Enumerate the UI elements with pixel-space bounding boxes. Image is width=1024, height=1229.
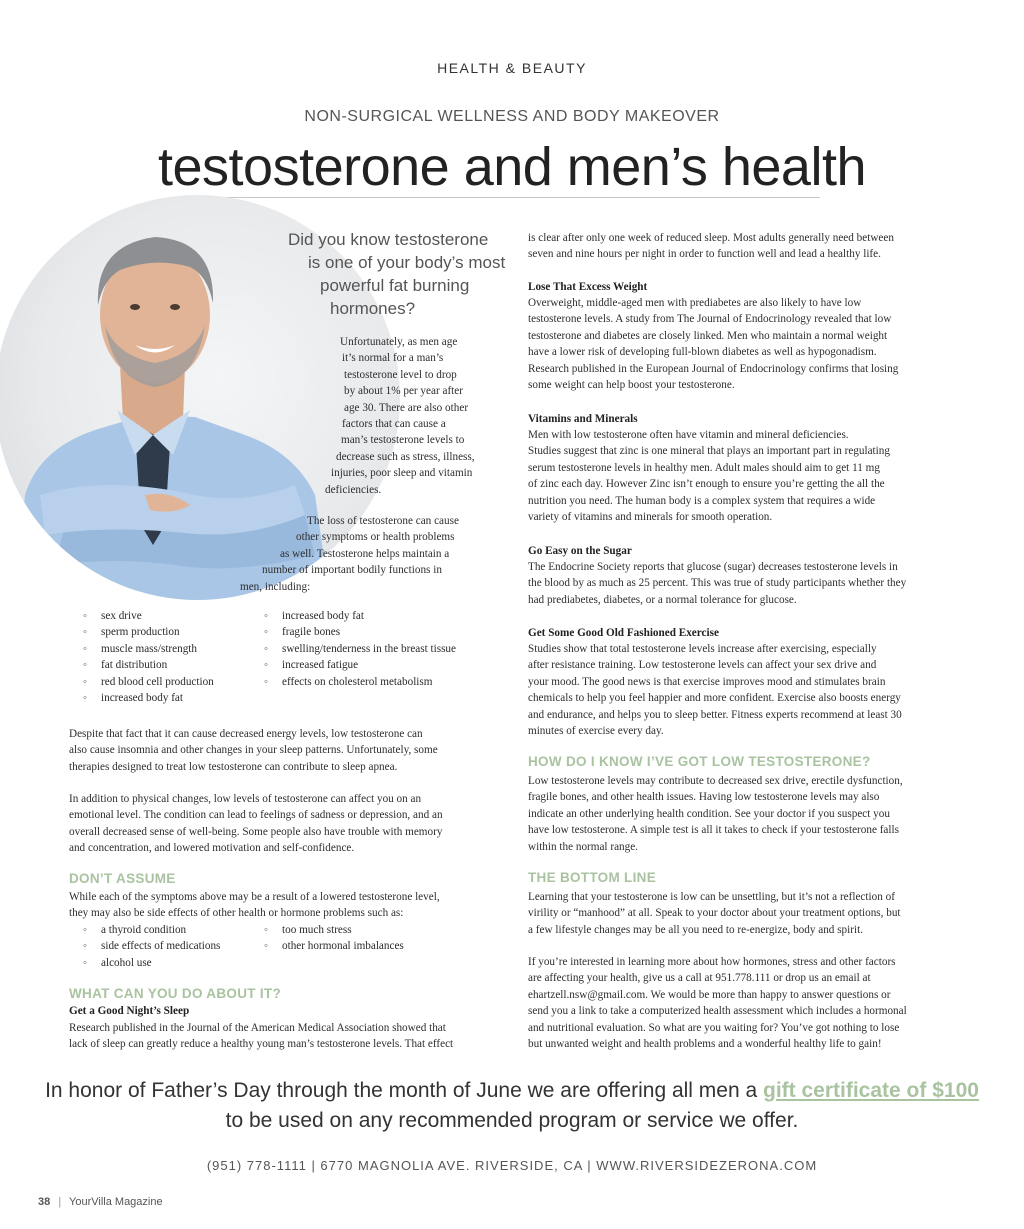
list-item: ◦ muscle mass/strength — [69, 641, 214, 657]
text-line: Overweight, middle-aged men with prediabetes are also likely to have low — [528, 297, 862, 309]
list-item: ◦ side effects of medications — [69, 938, 220, 954]
intro-question — [280, 228, 510, 320]
sugar-subheading: Go Easy on the Sugar — [528, 545, 632, 557]
list-item: ◦ sperm production — [69, 624, 214, 640]
exercise-paragraph — [528, 641, 968, 739]
text-line: Research published in the European Journal of Endocrinology confirms that losing — [528, 362, 899, 375]
text-line: they may also be side effects of other health or hormone problems such as: — [69, 907, 404, 920]
sugar-paragraph — [528, 559, 968, 608]
text-line: and concentration, and lowered motivation and self-confidence. — [69, 842, 355, 855]
text-line: In addition to physical changes, low levels of testosterone can affect you on an — [69, 793, 422, 805]
text-line: and nutritional evaluation. So what are you waiting for? You’ve got nothing to lose — [528, 1021, 900, 1034]
weight-paragraph — [528, 295, 968, 393]
text-line: While each of the symptoms above may be a result of a lowered testosterone level, — [69, 891, 440, 903]
sleep-continued-paragraph — [528, 230, 968, 263]
text-line: seven and nine hours per night in order to function well and lead a healthy life. — [528, 248, 881, 261]
intro-question-line: powerful fat burning — [320, 276, 470, 295]
functions-list-left — [69, 608, 214, 706]
text-line: are affecting your health, give us a call at 951.778.111 or drop us an email at — [528, 972, 871, 985]
text-line: Despite that fact that it can cause decreased energy levels, low testosterone can — [69, 728, 423, 740]
text-line: Low testosterone levels may contribute to decreased sex drive, erectile dysfunction, — [528, 775, 903, 787]
text-line: ehartzell.nsw@gmail.com. We would be more than happy to answer questions or — [528, 988, 891, 1001]
text-line: have low testosterone. A simple test is all it takes to check if your testosterone falls — [528, 824, 899, 837]
how-know-paragraph — [528, 773, 968, 855]
text-line: lack of sleep can greatly reduce a healthy young man’s testosterone levels. That effect — [69, 1038, 454, 1051]
text-line: serum testosterone levels in healthy men. Adult males should aim to get 11 mg — [528, 461, 880, 474]
promo-text: In honor of Father’s Day through the month of June we are offering all men a — [45, 1079, 764, 1102]
text-line: by about 1% per year after — [344, 385, 463, 398]
text-line: Learning that your testosterone is low can be unsettling, but it’s not a reflection of — [528, 891, 895, 903]
text-line: decrease such as stress, illness, — [336, 450, 475, 463]
text-line: deficiencies. — [325, 483, 382, 496]
functions-list-right — [250, 608, 456, 690]
list-item: ◦ increased body fat — [69, 690, 214, 706]
fathers-day-promo — [0, 1076, 1024, 1136]
intro-paragraph-1 — [300, 334, 510, 498]
contact-paragraph — [528, 954, 968, 1052]
text-line: testosterone levels. A study from The Journal of Endocrinology revealed that low — [528, 313, 892, 326]
gift-certificate-link[interactable]: gift certificate of $100 — [763, 1079, 979, 1102]
page-footer — [38, 1196, 163, 1208]
text-line: variety of vitamins and minerals for smooth operation. — [528, 511, 773, 524]
text-line: after resistance training. Low testosterone levels can affect your sex drive and — [528, 659, 877, 672]
text-line: is clear after only one week of reduced sleep. Most adults generally need between — [528, 232, 894, 244]
text-line: nutrition you need. The human body is a complex system that requires a wide — [528, 494, 876, 507]
page-number: 38 — [38, 1196, 51, 1208]
list-item: ◦ other hormonal imbalances — [250, 938, 404, 954]
text-line: the blood by as much as 25 percent. This was true of study participants whether they — [528, 577, 907, 590]
text-line: and endurance, and helps you to sleep better. Fitness experts recommend at least 30 — [528, 708, 902, 721]
text-line: a few lifestyle changes may be all you need to re-energize, body and spirit. — [528, 923, 863, 936]
conditions-list-left — [69, 922, 220, 971]
text-line: Men with low testosterone often have vitamin and mineral deficiencies. — [528, 429, 849, 441]
magazine-name: YourVilla Magazine — [69, 1196, 163, 1208]
sleep-paragraph — [69, 726, 509, 775]
text-line: overall decreased sense of well-being. Some people also have trouble with memory — [69, 825, 443, 838]
bottom-line-paragraph — [528, 889, 968, 938]
weight-subheading: Lose That Excess Weight — [528, 281, 648, 293]
list-item: ◦ increased body fat — [250, 608, 456, 624]
intro-question-line: is one of your body’s most — [308, 253, 506, 272]
intro-paragraph-2 — [240, 513, 510, 595]
text-line: but unwanted weight and health problems and a wonderful healthy life to gain! — [528, 1038, 882, 1051]
contact-footer: (951) 778-1111 | 6770 MAGNOLIA AVE. RIVERSIDE, CA | WWW.RIVERSIDEZERONA.COM — [206, 1158, 818, 1173]
text-line: within the normal range. — [528, 840, 638, 853]
text-line: other symptoms or health problems — [296, 531, 455, 544]
text-line: virility or “manhood” at all. Speak to your doctor about your treatment options, but — [528, 907, 901, 920]
text-line: therapies designed to treat low testosterone can contribute to sleep apnea. — [69, 760, 398, 773]
text-line: Unfortunately, as men age — [340, 336, 458, 348]
promo-line-2: to be used on any recommended program or service we offer. — [225, 1109, 799, 1132]
dont-assume-heading: DON’T ASSUME — [69, 871, 176, 886]
list-item: ◦ red blood cell production — [69, 674, 214, 690]
text-line: If you’re interested in learning more about how hormones, stress and other factors — [528, 956, 896, 968]
exercise-subheading: Get Some Good Old Fashioned Exercise — [528, 627, 719, 639]
text-line: Research published in the Journal of the American Medical Association showed that — [69, 1022, 446, 1034]
text-line: minutes of exercise every day. — [528, 725, 664, 738]
text-line: Studies suggest that zinc is one mineral that plays an important part in regulating — [528, 445, 890, 458]
what-can-you-do-heading: WHAT CAN YOU DO ABOUT IT? — [69, 986, 281, 1001]
text-line: had prediabetes, diabetes, or a normal tolerance for glucose. — [528, 593, 797, 606]
list-item: ◦ fragile bones — [250, 624, 456, 640]
list-item: ◦ sex drive — [69, 608, 214, 624]
text-line: injuries, poor sleep and vitamin — [331, 467, 473, 480]
list-item: ◦ too much stress — [250, 922, 404, 938]
text-line: fragile bones, and other health issues. Having low testosterone levels may also — [528, 791, 880, 804]
intro-question-line: Did you know testosterone — [288, 230, 489, 249]
text-line: it’s normal for a man’s — [342, 352, 444, 365]
list-item: ◦ effects on cholesterol metabolism — [250, 674, 456, 690]
text-line: number of important bodily functions in — [262, 564, 442, 577]
list-item: ◦ swelling/tenderness in the breast tissue — [250, 641, 456, 657]
text-line: send you a link to take a computerized health assessment which includes a hormonal — [528, 1005, 907, 1018]
text-line: testosterone level to drop — [344, 368, 457, 381]
text-line: indicate an other underlying health condition. See your doctor if you suspect you — [528, 807, 890, 820]
dont-assume-paragraph — [69, 889, 509, 922]
footer-separator: | — [58, 1196, 62, 1208]
text-line: men, including: — [240, 580, 311, 593]
sleep-research-paragraph — [69, 1020, 509, 1053]
list-item: ◦ fat distribution — [69, 657, 214, 673]
list-item: ◦ increased fatigue — [250, 657, 456, 673]
text-line: testosterone and diabetes are closely linked. Men who maintain a normal weight — [528, 329, 888, 342]
article-subtitle: NON-SURGICAL WELLNESS AND BODY MAKEOVER — [304, 108, 720, 125]
text-line: also cause insomnia and other changes in your sleep patterns. Unfortunately, some — [69, 744, 438, 757]
how-know-heading: HOW DO I KNOW I’VE GOT LOW TESTOSTERONE? — [528, 754, 871, 769]
section-label: HEALTH & BEAUTY — [437, 60, 587, 76]
vitamins-paragraph — [528, 427, 968, 525]
list-item: ◦ alcohol use — [69, 955, 220, 971]
text-line: The loss of testosterone can cause — [307, 515, 459, 527]
text-line: man’s testosterone levels to — [341, 434, 465, 447]
vitamins-subheading: Vitamins and Minerals — [528, 413, 638, 425]
list-item: ◦ a thyroid condition — [69, 922, 220, 938]
text-line: some weight can help boost your testosterone. — [528, 379, 735, 392]
text-line: of zinc each day. However Zinc isn’t enough to ensure you’re getting the all the — [528, 478, 885, 491]
title-divider — [200, 197, 820, 198]
conditions-list-right — [250, 922, 404, 955]
text-line: as well. Testosterone helps maintain a — [280, 547, 450, 560]
text-line: age 30. There are also other — [344, 401, 469, 414]
article-title: testosterone and men’s health — [158, 137, 866, 197]
text-line: The Endocrine Society reports that glucose (sugar) decreases testosterone levels in — [528, 561, 898, 573]
promo-line-1 — [0, 1076, 1024, 1106]
emotional-paragraph — [69, 791, 509, 857]
text-line: chemicals to help you feel happier and more confident. Exercise also boosts energy — [528, 692, 901, 705]
text-line: factors that can cause a — [342, 418, 446, 431]
bottom-line-heading: THE BOTTOM LINE — [528, 870, 656, 885]
intro-question-line: hormones? — [330, 299, 416, 318]
text-line: emotional level. The condition can lead to feelings of sadness or depression, and an — [69, 809, 443, 822]
sleep-subheading: Get a Good Night’s Sleep — [69, 1005, 190, 1017]
text-line: have a lower risk of developing full-blown diabetes as well as hypogonadism. — [528, 346, 877, 359]
text-line: your mood. The good news is that exercise improves mood and stimulates brain — [528, 675, 886, 688]
text-line: Studies show that total testosterone levels increase after exercising, especially — [528, 643, 877, 655]
